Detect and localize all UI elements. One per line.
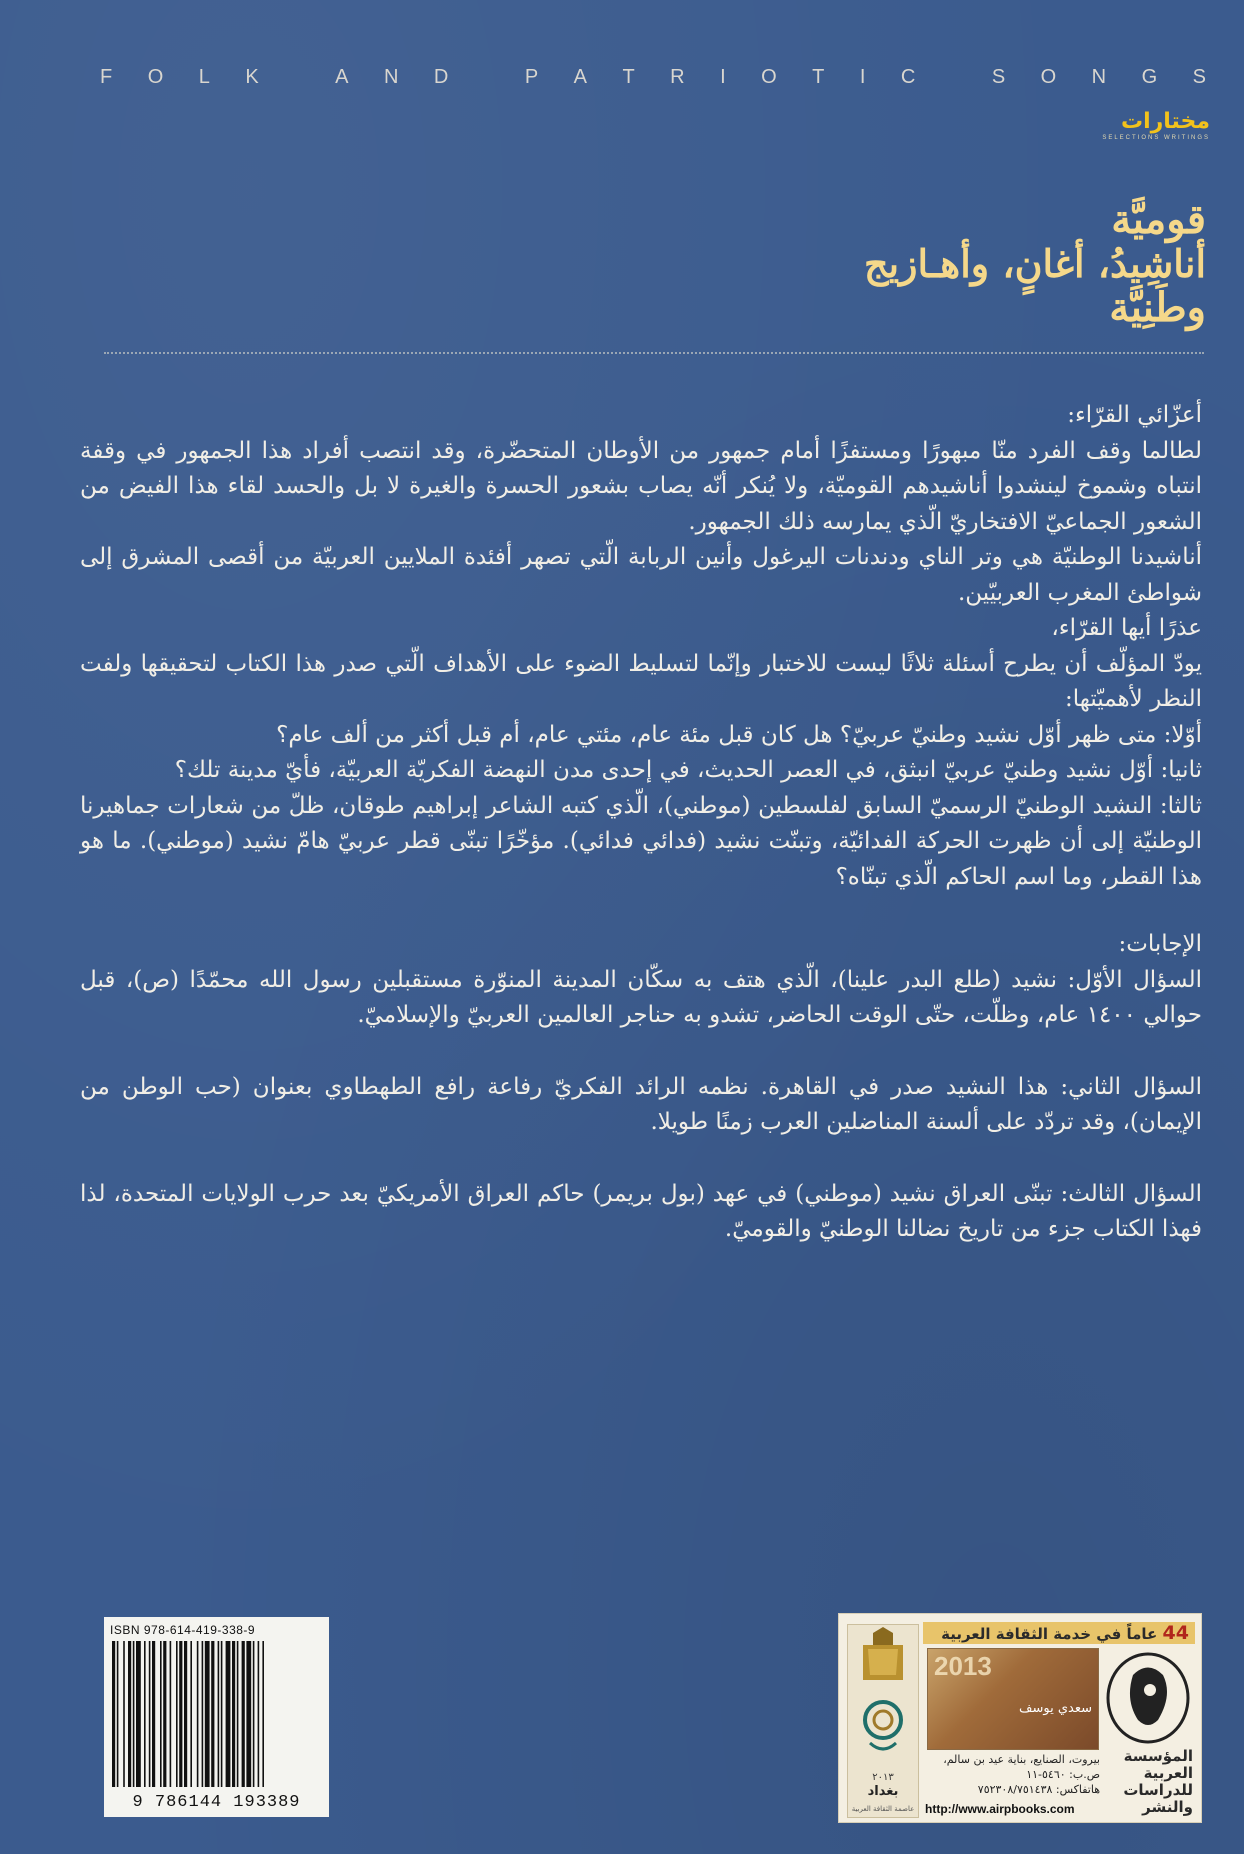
barcode-bar [117, 1641, 119, 1787]
publisher-english-name: SELECTIONS WRITINGS [1102, 135, 1210, 141]
barcode-bars-icon [110, 1641, 323, 1787]
address-line: بيروت، الصنايع، بناية عيد بن سالم، ص.ب: ٥٤٦٠-١١ [943, 1753, 1100, 1781]
publisher-address [925, 1752, 1100, 1797]
answer-1: السؤال الأوّل: نشيد (طلع البدر علينا)، الّذي هتف به سكّان المدينة المنوّرة مستقبلين رسول الله محمّدًا (ص)، قبل حوالي ١٤٠٠ عام، وظلّت، حتّى الوقت الحاضر، تشدو به حناجر العالمين العربيّ والإسلاميّ. [80, 966, 1202, 1028]
publisher-url: http://www.airpbooks.com [925, 1802, 1075, 1816]
photo-year: 2013 [934, 1651, 992, 1681]
dotted-divider [104, 352, 1204, 354]
series-letter: N [383, 66, 401, 88]
series-letter: F [100, 66, 115, 88]
barcode-bar [221, 1641, 223, 1787]
series-title [0, 66, 1244, 89]
spacer [80, 1034, 1202, 1070]
org-line: للدراسات [1123, 1781, 1193, 1799]
barcode-bar [197, 1641, 199, 1787]
series-letter: L [198, 66, 212, 88]
greeting: أعزّائي القرّاء: [1067, 402, 1202, 428]
series-letter: O [147, 66, 166, 88]
barcode-bar [218, 1641, 220, 1787]
barcode-bar [152, 1641, 155, 1787]
barcode-bar [253, 1641, 255, 1787]
series-letter: O [761, 66, 779, 88]
book-title [706, 198, 1206, 330]
barcode-bar [136, 1641, 141, 1787]
series-letter: I [720, 66, 728, 88]
publisher-org-name [1103, 1748, 1193, 1816]
publisher-logo [1060, 110, 1210, 141]
spacer [80, 1141, 1202, 1177]
sticker-banner [923, 1622, 1195, 1644]
barcode-bar [246, 1641, 251, 1787]
paragraph: يودّ المؤلّف أن يطرح أسئلة ثلاثًا ليست للاختبار وإنّما لتسليط الضوء على الأهداف الّتي صدر هذا الكتاب لتحقيقها ولفت النظر لأهميّتها: [80, 650, 1202, 712]
blurb-text [80, 398, 1202, 1248]
barcode-bar [202, 1641, 204, 1787]
phone-line: هاتفاكس: ٧٥٢٣٠٨/٧٥١٤٣٨ [977, 1783, 1100, 1796]
banner-text: عاماً في خدمة الثقافة العربية [941, 1625, 1158, 1643]
series-letter [951, 66, 959, 89]
barcode-bar [232, 1641, 235, 1787]
barcode-bar [205, 1641, 210, 1787]
paragraph: لطالما وقف الفرد منّا مبهورًا ومستفزًا أمام جمهور من الأوطان المتحضّرة، وقد انتصب أفراد هذا الجمهور في وقفة انتباه وشموخ لينشدوا أناشيدهم القوميّة، ولا يُنكر أنّه يصاب بشعور الحسرة والغيرة لا بل والحسد لقاء هذا الفيض من الشعور الجماعيّ الافتخاريّ الّذي يمارسه ذلك الجمهور. [80, 437, 1202, 535]
answer-2: السؤال الثاني: هذا النشيد صدر في القاهرة. نظمه الرائد الفكريّ رفاعة رافع الطهطاوي بعنوان (حب الوطن من الإيمان)، وقد تردّد على ألسنة المناضلين العرب زمنًا طويلا. [80, 1073, 1202, 1135]
baghdad-label: بغداد [867, 1784, 899, 1799]
barcode-bar [262, 1641, 264, 1787]
barcode-bar [226, 1641, 231, 1787]
series-letter: R [670, 66, 687, 88]
series-letter: K [245, 66, 261, 88]
barcode-bar [190, 1641, 192, 1787]
series-letter: A [573, 66, 589, 88]
series-letter [484, 66, 492, 89]
series-letter: A [335, 66, 351, 88]
barcode-bar [258, 1641, 260, 1787]
photo-name: سعدي يوسف [1019, 1701, 1092, 1716]
baghdad-year: ٢٠١٣ [872, 1772, 894, 1783]
series-letter: S [991, 66, 1008, 88]
series-letter: D [433, 66, 451, 88]
lamassu-icon [848, 1625, 918, 1765]
barcode-bar [128, 1641, 131, 1787]
barcode-bar [112, 1641, 115, 1787]
book-title-line2: أناشِيدُ، أغانٍ، وأهـازيج [864, 241, 1206, 286]
barcode-bar [149, 1641, 151, 1787]
barcode-bar [123, 1641, 125, 1787]
barcode-bar [133, 1641, 135, 1787]
book-title-line1: قوميَّة [1111, 196, 1206, 243]
publisher-sticker [838, 1613, 1202, 1823]
banner-number: 44 [1162, 1622, 1189, 1644]
barcode [104, 1617, 329, 1817]
barcode-bar [144, 1641, 146, 1787]
barcode-bar [179, 1641, 182, 1787]
spacer [80, 895, 1202, 927]
org-line: والنشر [1142, 1798, 1193, 1816]
barcode-bar [160, 1641, 162, 1787]
answer-3: السؤال الثالث: تبنّى العراق نشيد (موطني) في عهد (بول بريمر) حاكم العراق الأمريكيّ بعد حرب الولايات المتحدة، لذا فهذا الكتاب جزء من تاريخ نضالنا الوطنيّ والقوميّ. [80, 1180, 1202, 1242]
baghdad-capital-logo [847, 1624, 919, 1818]
series-letter: C [900, 66, 918, 88]
series-letter [294, 66, 302, 89]
apology-line: عذرًا أيها القرّاء، [1051, 615, 1202, 641]
series-letter: T [812, 66, 827, 88]
org-line: المؤسسة [1123, 1747, 1193, 1765]
question-2: ثانيا: أوّل نشيد وطنيّ عربيّ انبثق، في العصر الحديث، في إحدى مدن النهضة الفكريّة العربيّة، فأيّ مدينة تلك؟ [174, 757, 1202, 783]
barcode-bar [242, 1641, 245, 1787]
barcode-bar [176, 1641, 178, 1787]
paragraph: أناشيدنا الوطنيّة هي وتر الناي ودندنات اليرغول وأنين الربابة الّتي تصهر أفئدة الملايين العربيّة من أقصى المشرق إلى شواطئ المغرب العربيّين. [80, 544, 1202, 606]
question-1: أوّلا: متى ظهر أوّل نشيد وطنيّ عربيّ؟ هل كان قبل مئة عام، مئتي عام، أم قبل أكثر من ألف عام؟ [276, 721, 1202, 748]
barcode-number: 9 786144 193389 [132, 1793, 301, 1812]
publisher-arabic-name: مختارات [1120, 109, 1210, 134]
series-letter: O [1040, 66, 1059, 88]
barcode-bar [170, 1641, 172, 1787]
isbn-label: ISBN 978-614-419-338-9 [110, 1623, 256, 1637]
series-letter: G [1141, 66, 1160, 88]
answers-heading: الإجابات: [1118, 931, 1202, 957]
series-letter: S [1192, 66, 1208, 88]
question-3: ثالثا: النشيد الوطنيّ الرسميّ السابق لفلسطين (موطني)، الّذي كتبه الشاعر إبراهيم طوقان، ظلّ من شعارات جماهيرنا الوطنيّة إلى أن ظهرت الحركة الفدائيّة، وتبنّت نشيد (فدائي فدائي). مؤخّرًا تبنّى قطر عربيّ هامّ نشيد (موطني). ما هو هذا القطر، وما اسم الحاكم الّذي تبنّاه؟ [80, 792, 1202, 890]
barcode-bar [211, 1641, 214, 1787]
series-letter: T [622, 66, 637, 88]
author-photo [927, 1648, 1099, 1750]
series-letter: P [524, 66, 541, 88]
series-letter: I [859, 66, 868, 88]
barcode-bar [184, 1641, 187, 1787]
barcode-bar [163, 1641, 166, 1787]
org-line: العربية [1143, 1764, 1193, 1782]
baghdad-subtitle: عاصمة الثقافة العربية [851, 1805, 915, 1813]
book-title-line3: وطَنِيَّة [1109, 284, 1206, 331]
barcode-bar [237, 1641, 239, 1787]
series-letter: N [1091, 66, 1109, 88]
publisher-seal-icon [1103, 1650, 1193, 1746]
